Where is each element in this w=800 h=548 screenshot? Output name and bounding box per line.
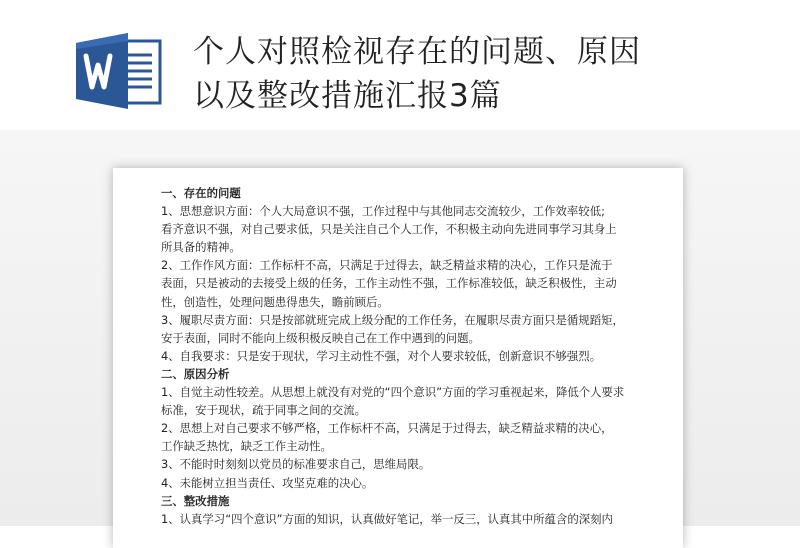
page-title [193, 30, 641, 118]
paragraph-line: 4、自我要求：只是安于现状，学习主动性不强，对个人要求较低，创新意识不够强烈。 [161, 348, 602, 363]
title-line-1: 个人对照检视存在的问题、原因 [193, 34, 641, 70]
paragraph-line: 1、认真学习“四个意识”方面的知识，认真做好笔记，举一反三，认真其中所蕴含的深刻内 [161, 511, 613, 526]
document-page [113, 168, 683, 548]
paragraph-line: 安于表面，同时不能向上级积极反映自己在工作中遇到的问题。 [161, 330, 480, 345]
paragraph-line: 1、思想意识方面：个人大局意识不强，工作过程中与其他同志交流较少，工作效率较低; [161, 204, 605, 219]
paragraph-line: 3、不能时时刻刻以党员的标准要求自己，思维局限。 [161, 457, 431, 472]
paragraph-line: 2、思想上对自己要求不够严格，工作标杆不高，只满足于过得去，缺乏精益求精的决心， [161, 421, 613, 436]
paragraph-line: 标准，安于现状，疏于同事之间的交流。 [161, 403, 367, 418]
header [0, 0, 800, 150]
paragraph-line: 4、未能树立担当责任、攻坚克难的决心。 [161, 475, 374, 490]
paragraph-line: 1、自觉主动性较差。从思想上就没有对党的“四个意识”方面的学习重视起来，降低个人要求 [161, 385, 625, 400]
title-line-2: 以及整改措施汇报3篇 [193, 78, 502, 114]
paragraph-line: 所具备的精神。 [161, 240, 241, 255]
paragraph-line: 表面，只是被动的去接受上级的任务，工作主动性不强，工作标准较低，缺乏积极性，主动 [161, 276, 617, 291]
paragraph-line: 看齐意识不强，对自己要求低，只是关注自己个人工作，不积极主动向先进同事学习其身上 [161, 222, 617, 237]
paragraph-line: 2、工作作风方面：工作标杆不高，只满足于过得去，缺乏精益求精的决心，工作只是流于 [161, 258, 613, 273]
section-heading: 三、整改措施 [161, 493, 230, 508]
document-body [161, 184, 639, 528]
paragraph-line: 性，创造性，处理问题患得患失，瞻前顾后。 [161, 294, 389, 309]
paragraph-line: 3、履职尽责方面：只是按部就班完成上级分配的工作任务，在履职尽责方面只是循规蹈矩， [161, 312, 624, 327]
section-heading: 一、存在的问题 [161, 186, 241, 200]
paragraph-line: 工作缺乏热忱，缺乏工作主动性。 [161, 439, 332, 454]
section-heading: 二、原因分析 [161, 366, 230, 381]
word-document-icon [76, 31, 170, 111]
